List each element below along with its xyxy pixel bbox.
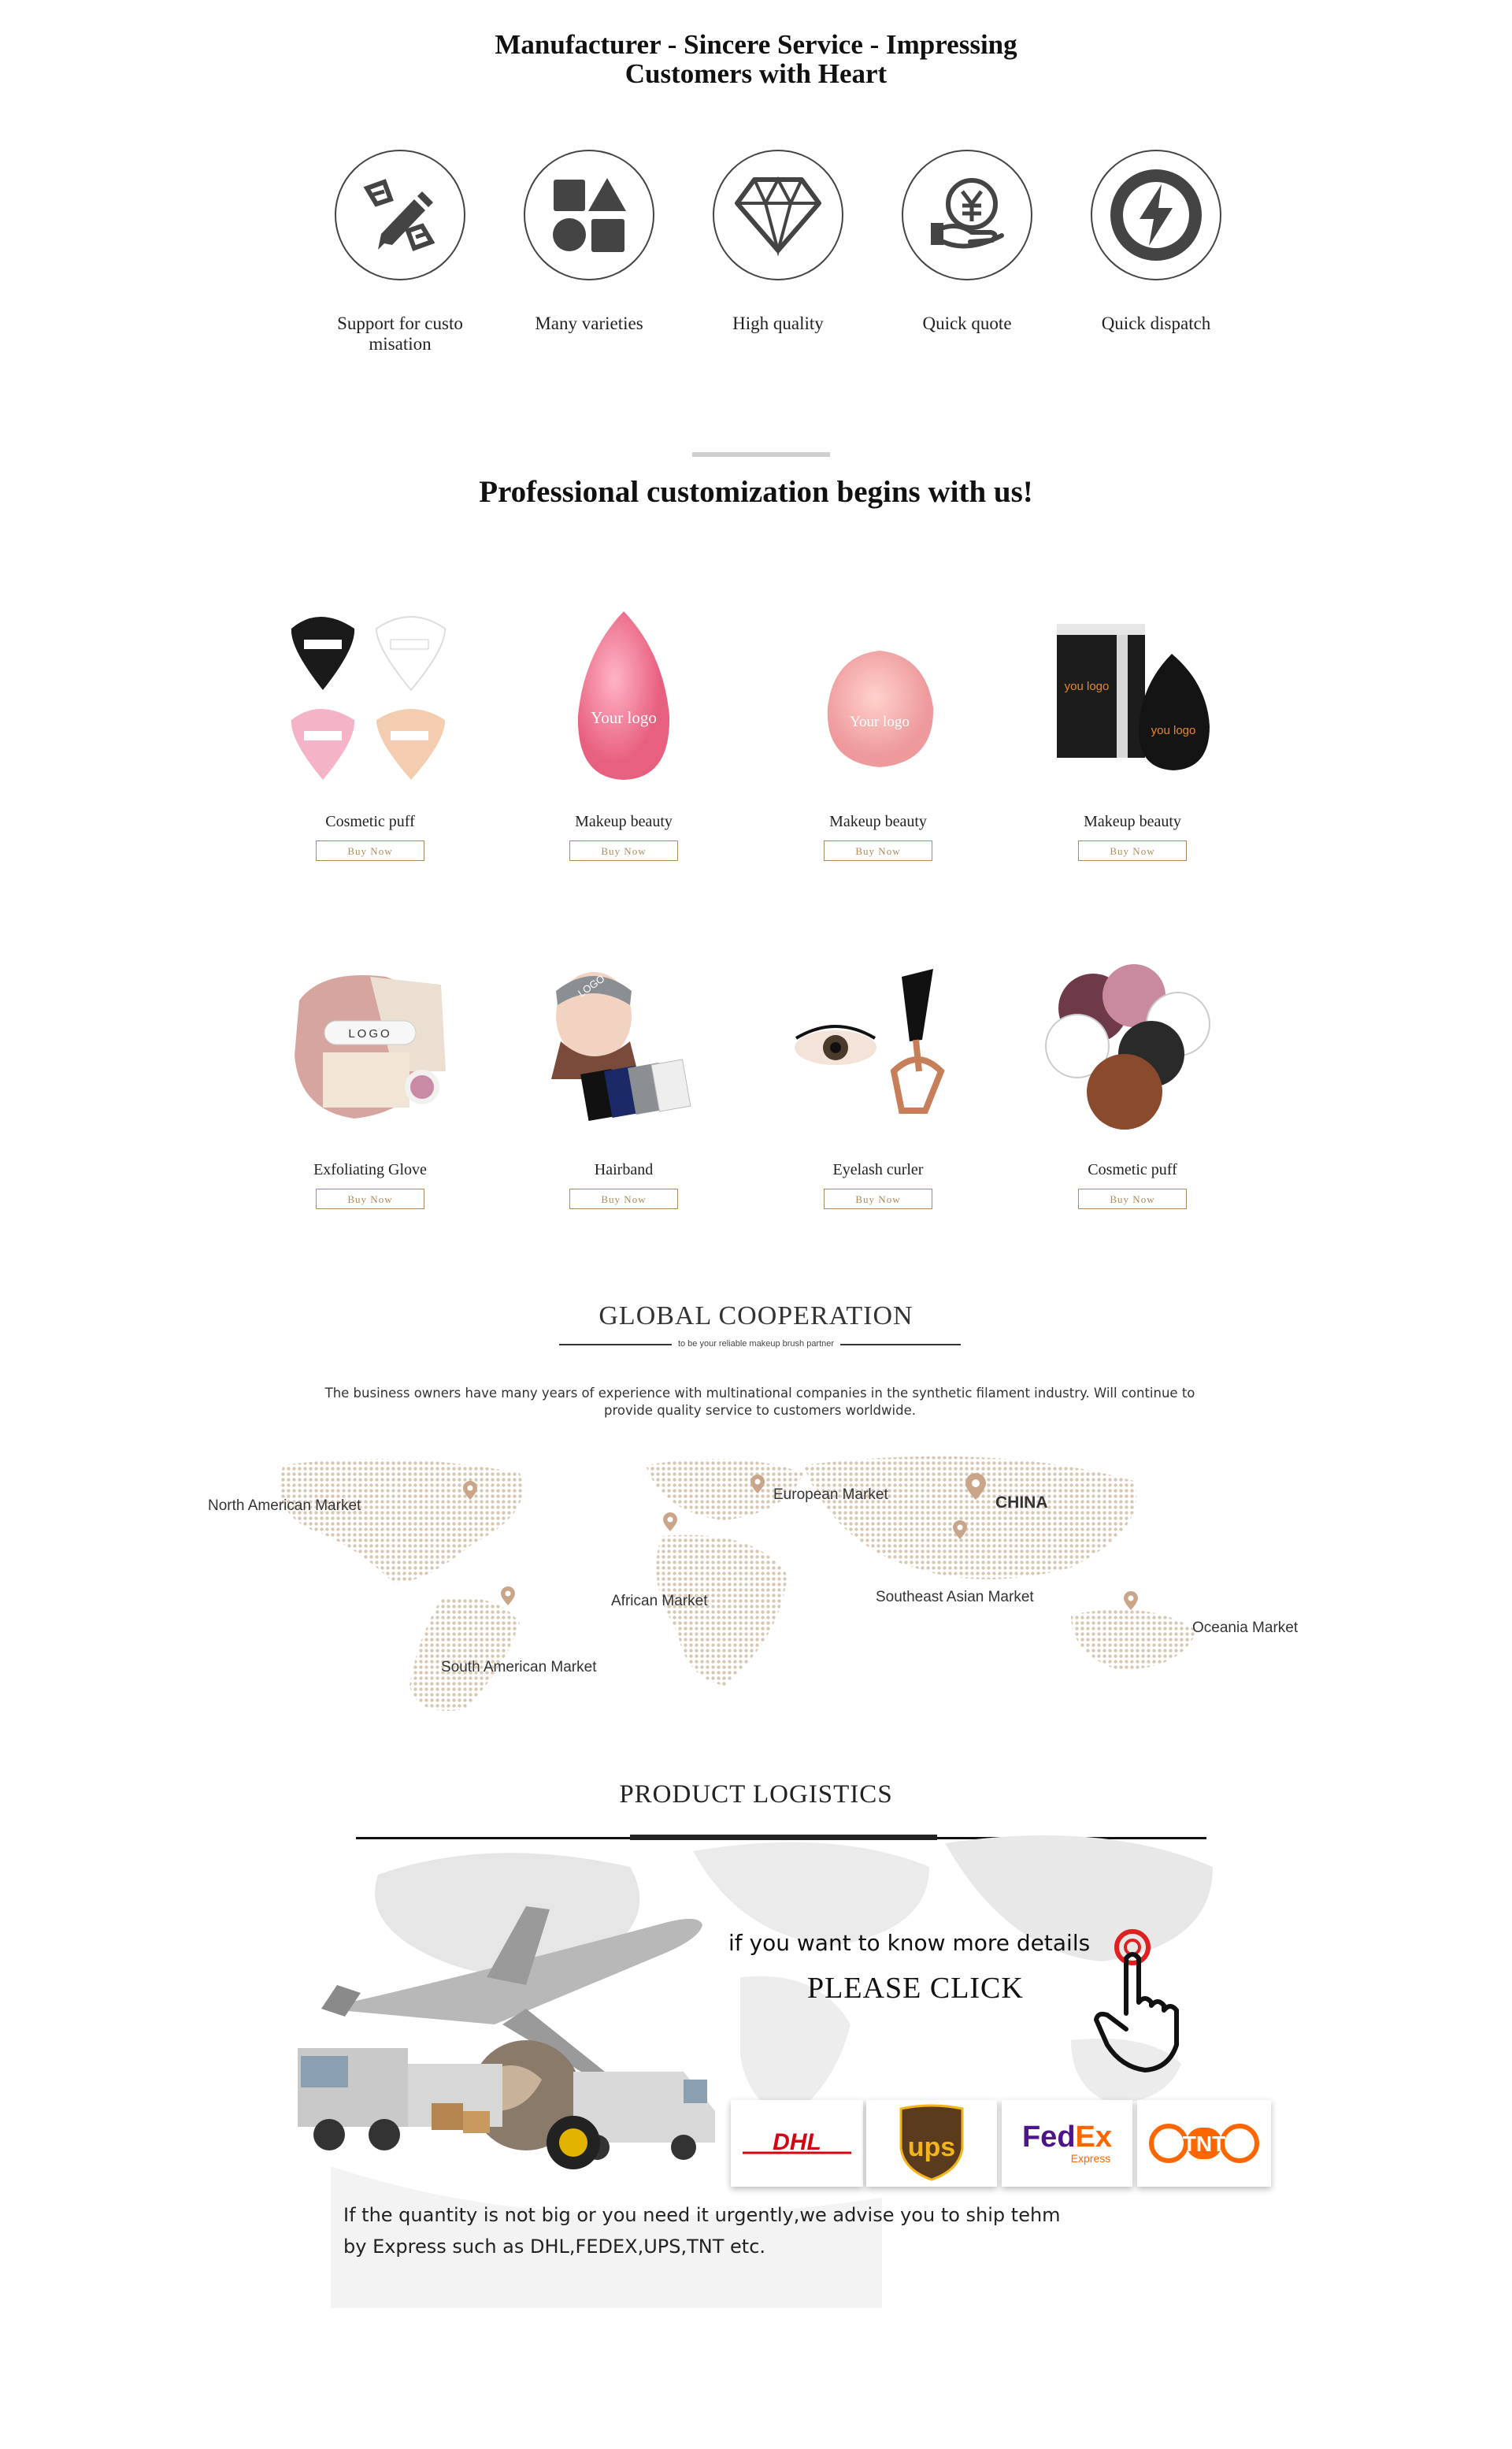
feature-label: Quick dispatch	[1101, 314, 1211, 333]
dhl-logo	[738, 2120, 856, 2167]
market-label-europe: European Market	[773, 1486, 888, 1503]
lightning-icon	[1091, 150, 1221, 280]
feature-customisation	[306, 150, 495, 354]
map-pin-icon	[1124, 1591, 1138, 1610]
hero-title	[0, 30, 1512, 88]
shapes-icon	[524, 150, 654, 280]
feature-label: Quick quote	[922, 314, 1012, 333]
svg-text:ups: ups	[907, 2132, 956, 2162]
please-click-link[interactable]: PLEASE CLICK	[807, 1972, 1024, 2005]
hero-title-line2: Customers with Heart	[624, 58, 888, 89]
carrier-tnt[interactable]	[1137, 2100, 1271, 2187]
product-image-cosmetic-puff[interactable]	[276, 605, 465, 794]
feature-label: Support for custo misation	[337, 314, 463, 354]
map-pin-icon	[750, 1475, 765, 1494]
product-card[interactable]	[760, 605, 996, 861]
carrier-dhl[interactable]	[731, 2100, 863, 2187]
hero-title-line1: Manufacturer - Sincere Service - Impressing	[495, 29, 1017, 60]
global-subtitle: to be your reliable makeup brush partner	[0, 1339, 1512, 1349]
shipping-note	[343, 2199, 1210, 2262]
section-divider	[692, 452, 830, 457]
svg-text:Your logo: Your logo	[850, 714, 910, 730]
map-pin-icon	[501, 1586, 515, 1605]
logistics-vehicles-illustration	[290, 1891, 731, 2190]
product-image-cosmetic-pads[interactable]	[1038, 953, 1227, 1142]
market-label-south-america: South American Market	[441, 1659, 597, 1675]
feature-varieties	[495, 150, 684, 334]
map-pin-icon	[463, 1481, 477, 1500]
buy-now-button[interactable]: Buy Now	[824, 1189, 932, 1209]
shipping-note-line1: If the quantity is not big or you need it urgently,we advise you to ship tehm	[343, 2204, 1061, 2226]
feature-label: Many varieties	[535, 314, 643, 333]
svg-text:TNT: TNT	[1182, 2132, 1226, 2156]
shipping-note-line2: by Express such as DHL,FEDEX,UPS,TNT etc.	[343, 2236, 766, 2258]
svg-text:you logo: you logo	[1064, 680, 1110, 693]
product-card[interactable]	[1014, 953, 1251, 1209]
product-card[interactable]	[506, 953, 742, 1209]
svg-text:Your logo: Your logo	[591, 708, 657, 727]
customization-title: Professional customization begins with us!	[479, 475, 1033, 509]
carrier-ups[interactable]	[866, 2100, 997, 2187]
product-name: Cosmetic puff	[1088, 1161, 1177, 1178]
product-image-beauty-sponge[interactable]	[784, 605, 973, 794]
pointing-hand-icon[interactable]	[1090, 1927, 1200, 2076]
svg-text:DHL: DHL	[773, 2129, 821, 2155]
buy-now-button[interactable]: Buy Now	[1078, 1189, 1187, 1209]
feature-quality	[684, 150, 873, 334]
svg-text:LOGO: LOGO	[348, 1027, 392, 1041]
map-pin-icon-china	[965, 1473, 986, 1500]
diamond-icon	[713, 150, 843, 280]
buy-now-button[interactable]: Buy Now	[1078, 840, 1187, 861]
market-label-china: CHINA	[995, 1494, 1048, 1512]
feature-quote	[873, 150, 1062, 334]
fedex-express-label: Express	[1070, 2152, 1111, 2165]
product-image-hairband[interactable]	[529, 953, 718, 1142]
buy-now-button[interactable]: Buy Now	[824, 840, 932, 861]
pencil-icon	[335, 150, 465, 280]
map-pin-icon	[663, 1512, 677, 1531]
product-image-sponge-box[interactable]	[1038, 605, 1227, 794]
map-pin-icon	[953, 1520, 967, 1539]
tnt-logo	[1145, 2120, 1263, 2167]
product-image-exfoliating-glove[interactable]	[276, 953, 465, 1142]
market-label-oceania: Oceania Market	[1192, 1620, 1299, 1636]
fedex-logo: FedEx	[1021, 2121, 1113, 2154]
product-card[interactable]	[506, 605, 742, 861]
buy-now-button[interactable]: Buy Now	[316, 1189, 424, 1209]
product-card[interactable]	[1014, 605, 1251, 861]
market-label-north-america: North American Market	[208, 1497, 361, 1514]
product-name: Exfoliating Glove	[313, 1161, 427, 1178]
product-card[interactable]	[252, 605, 488, 861]
product-name: Makeup beauty	[1084, 813, 1181, 830]
carrier-fedex[interactable]	[1002, 2100, 1132, 2187]
market-label-africa: African Market	[611, 1593, 708, 1609]
market-label-southeast-asia: Southeast Asian Market	[876, 1589, 1034, 1605]
logistics-details-text: if you want to know more details	[728, 1930, 1091, 1956]
product-card[interactable]	[252, 953, 488, 1209]
product-name: Eyelash curler	[832, 1161, 924, 1178]
buy-now-button[interactable]: Buy Now	[569, 840, 678, 861]
global-description: The business owners have many years of experience with multinational companies in the synthetic filament industry. Will continue to provide quality service to customers worldwide.	[324, 1386, 1195, 1418]
ups-logo	[896, 2104, 967, 2183]
feature-dispatch	[1062, 150, 1251, 334]
global-cooperation-title: GLOBAL COOPERATION	[598, 1301, 914, 1330]
product-card[interactable]	[760, 953, 996, 1209]
svg-text:LOGO: LOGO	[576, 972, 607, 1000]
product-image-eyelash-curler[interactable]	[784, 953, 973, 1142]
product-name: Hairband	[594, 1161, 654, 1178]
product-name: Cosmetic puff	[325, 813, 415, 830]
product-name: Makeup beauty	[575, 813, 673, 830]
buy-now-button[interactable]: Buy Now	[569, 1189, 678, 1209]
buy-now-button[interactable]: Buy Now	[316, 840, 424, 861]
yen-hand-icon	[902, 150, 1032, 280]
svg-text:you logo: you logo	[1151, 724, 1196, 737]
feature-label: High quality	[732, 314, 824, 333]
logistics-title: PRODUCT LOGISTICS	[619, 1780, 893, 1809]
product-name: Makeup beauty	[829, 813, 927, 830]
product-image-beauty-blender[interactable]	[529, 605, 718, 794]
